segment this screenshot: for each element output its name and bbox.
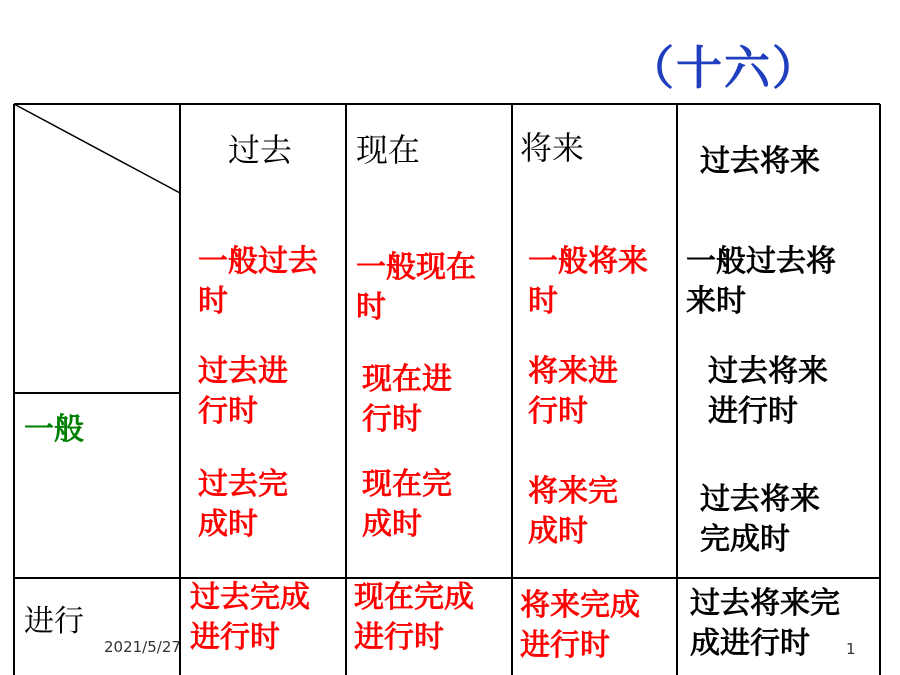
cell-future-perfect-progressive: 将来完成 进行时: [520, 588, 640, 663]
cell-past-progressive: 过去进 行时: [198, 354, 288, 429]
cell-simple-present: 一般现在 时: [356, 250, 476, 325]
cell-simple-past: 一般过去 时: [198, 244, 318, 319]
header-present: 现在: [356, 131, 421, 169]
header-future-in-past: 过去将来: [700, 144, 820, 179]
cell-past-perfect: 过去完 成时: [198, 467, 288, 542]
header-future: 将来: [520, 129, 585, 167]
cell-simple-future: 一般将来 时: [528, 244, 648, 319]
row-label-progressive: 进行: [24, 604, 84, 639]
cell-present-progressive: 现在进 行时: [362, 362, 452, 437]
cell-present-perfect-progressive: 现在完成 进行时: [354, 580, 474, 655]
cell-past-perfect-progressive: 过去完成 进行时: [190, 580, 310, 655]
cell-future-in-past-perfect: 过去将来 完成时: [700, 482, 820, 557]
header-past: 过去: [228, 131, 293, 169]
cell-present-perfect: 现在完 成时: [362, 467, 452, 542]
footer-page-number: 1: [846, 640, 856, 658]
cell-future-progressive: 将来进 行时: [528, 354, 618, 429]
footer-date: 2021/5/27: [104, 638, 181, 656]
row-label-simple: 一般: [24, 412, 84, 447]
cell-future-in-past-progressive: 过去将来 进行时: [708, 354, 828, 429]
cell-simple-future-in-past: 一般过去将 来时: [686, 244, 836, 319]
slide-title: （十六）: [628, 41, 820, 95]
cell-future-in-past-perfect-progressive: 过去将来完 成进行时: [690, 586, 840, 661]
cell-future-perfect: 将来完 成时: [528, 474, 618, 549]
